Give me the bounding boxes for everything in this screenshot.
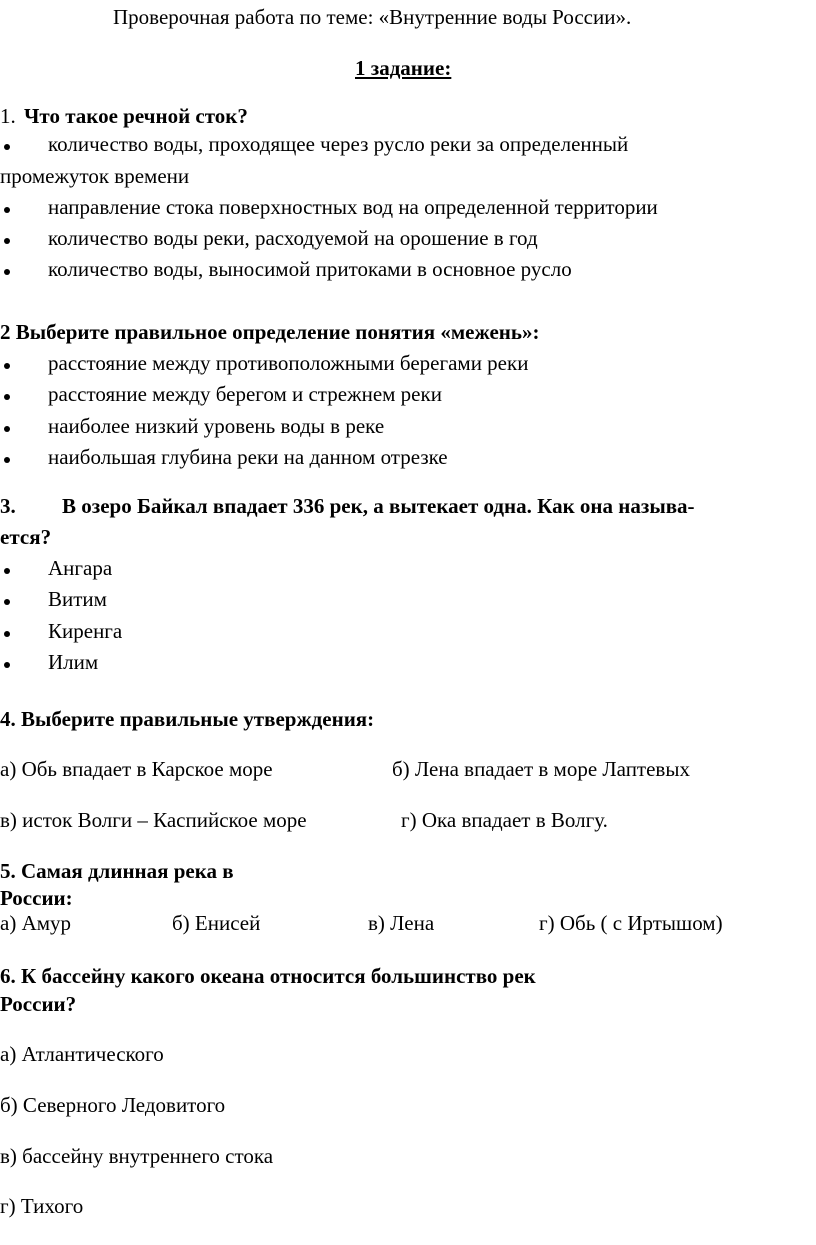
question-6-text: 6. К бассейну какого океана относится большинство рек — [0, 964, 536, 988]
bullet-icon — [4, 363, 10, 369]
q6-option-b: б) Северного Ледовитого — [0, 1093, 226, 1117]
q5-option-d: г) Обь ( с Иртышом) — [539, 911, 723, 935]
question-3-text: В озеро Байкал впадает 336 рек, а вытекает одна. Как она называ- — [62, 494, 695, 518]
bullet-icon — [4, 426, 10, 432]
question-4-text: 4. Выберите правильные утверждения: — [0, 707, 375, 731]
q2-option-3: наиболее низкий уровень воды в реке — [48, 414, 385, 438]
bullet-icon — [4, 662, 10, 668]
question-6-text-continued: России? — [0, 992, 77, 1016]
q5-option-c: в) Лена — [368, 911, 435, 935]
section-heading: 1 задание: — [355, 56, 452, 80]
q1-option-1-continued: промежуток времени — [0, 164, 190, 188]
bullet-icon — [4, 599, 10, 605]
q3-option-1: Ангара — [48, 556, 113, 580]
q6-option-c: в) бассейну внутреннего стока — [0, 1144, 274, 1168]
page-title: Проверочная работа по теме: «Внутренние воды России». — [113, 5, 632, 29]
q6-option-d: г) Тихого — [0, 1194, 84, 1218]
q1-option-2: направление стока поверхностных вод на определенной территории — [48, 195, 658, 219]
question-1-text: Что такое речной сток? — [24, 104, 248, 128]
bullet-icon — [4, 144, 10, 150]
q2-option-4: наибольшая глубина реки на данном отрезке — [48, 445, 448, 469]
question-1-number: 1. — [0, 104, 16, 128]
bullet-icon — [4, 269, 10, 275]
bullet-icon — [4, 568, 10, 574]
bullet-icon — [4, 394, 10, 400]
q6-option-a: а) Атлантического — [0, 1042, 164, 1066]
q5-option-a: а) Амур — [0, 911, 72, 935]
q4-option-c: в) исток Волги – Каспийское море — [0, 808, 307, 832]
bullet-icon — [4, 238, 10, 244]
q4-option-b: б) Лена впадает в море Лаптевых — [392, 757, 690, 781]
q3-option-4: Илим — [48, 650, 99, 674]
q1-option-3: количество воды реки, расходуемой на орошение в год — [48, 226, 538, 250]
q4-option-a: а) Обь впадает в Карское море — [0, 757, 273, 781]
question-3-text-continued: ется? — [0, 525, 52, 549]
bullet-icon — [4, 457, 10, 463]
q2-option-1: расстояние между противоположными берегами реки — [48, 351, 529, 375]
question-3-number: 3. — [0, 494, 16, 518]
q3-option-2: Витим — [48, 587, 107, 611]
bullet-icon — [4, 207, 10, 213]
question-5-text: 5. Самая длинная река в — [0, 859, 234, 883]
q4-option-d: г) Ока впадает в Волгу. — [401, 808, 608, 832]
q5-option-b: б) Енисей — [172, 911, 261, 935]
q2-option-2: расстояние между берегом и стрежнем реки — [48, 382, 442, 406]
q1-option-1: количество воды, проходящее через русло реки за определенный — [48, 132, 629, 156]
q1-option-4: количество воды, выносимой притоками в основное русло — [48, 257, 572, 281]
question-5-text-continued: России: — [0, 886, 73, 910]
q3-option-3: Киренга — [48, 619, 123, 643]
question-2-text: 2 Выберите правильное определение понятия «межень»: — [0, 320, 540, 344]
bullet-icon — [4, 631, 10, 637]
